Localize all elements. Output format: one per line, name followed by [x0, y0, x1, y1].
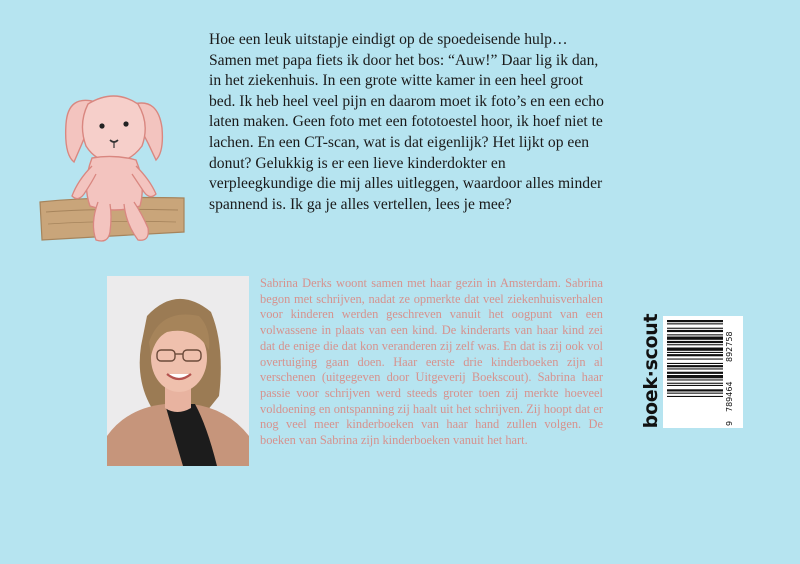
- barcode-bar: [667, 368, 723, 369]
- publisher-logo: [636, 313, 666, 429]
- publisher-logo-text: boek·scout: [640, 313, 662, 429]
- barcode-bar: [667, 348, 723, 351]
- author-bio: Sabrina Derks woont samen met haar gezin in Amsterdam. Sabrina begon met schrijven, nadat ze opmerkte dat veel ziekenhuisverhalen voor kinderen werden geschreven vanuit het oogpunt van een volwassene in plaats van een kind. De kinderarts van haar kind zei dat de enige die dat kon veranderen zij zelf was. En dat is zij ook vol overtuiging gaan doen. Haar eerste drie kinderboeken zijn al verschenen (uitgegeven door Uitgeverij Boekscout). Sabrina haar passie voor schrijven werd steeds groter toen zij merkte hoeveel voldoening en ontspanning zij haalt uit het schrijven. Zij hoopt dat er nog veel meer kinderboeken van haar hand zullen volgen. De boeken van Sabrina zijn kinderboeken vanuit het hart.: [260, 276, 603, 448]
- barcode-bar: [667, 328, 723, 329]
- barcode-bar: [667, 341, 723, 343]
- barcode-bar: [667, 389, 723, 391]
- barcode-bar: [667, 393, 723, 394]
- barcode-bar: [667, 334, 723, 335]
- barcode-bar: [667, 372, 723, 374]
- bunny-illustration-icon: [38, 84, 186, 244]
- isbn-digit-prefix: 9: [725, 420, 734, 426]
- barcode-bar: [667, 344, 723, 345]
- isbn-digits-left: 789464: [725, 381, 734, 412]
- barcode-bar: [667, 375, 723, 378]
- barcode-bar: [667, 365, 723, 367]
- barcode-bar: [667, 354, 723, 356]
- isbn-barcode: [663, 316, 743, 428]
- back-cover-blurb: Hoe een leuk uitstapje eindigt op de spoedeisende hulp… Samen met papa fiets ik door het bos: “Auw!” Daar lig ik dan, in het ziekenhuis. In een grote witte kamer in een heel groot bed. Ik heb heel veel pijn en daarom moet ik foto’s en een echo laten maken. Geen foto met een fototoestel hoor, ik hoef niet te lachen. En een CT-scan, wat is dat eigenlijk? Het lijkt op een donut? Gelukkig is er een lieve kinderdokter en verpleegkundige die mij alles uitleggen, waardoor alles minder spannend is. Ik ga je alles vertellen, lees je mee?: [209, 31, 604, 213]
- barcode-bar: [667, 337, 723, 340]
- author-photo-icon: [107, 276, 249, 466]
- author-photo: [107, 276, 249, 466]
- barcode-bar: [667, 383, 723, 384]
- barcode-bar: [667, 379, 723, 380]
- barcode-bar: [667, 396, 723, 397]
- barcode-bar: [667, 323, 723, 324]
- barcode-bar: [667, 352, 723, 353]
- barcode-bar: [667, 385, 723, 386]
- barcode-bar: [667, 330, 723, 332]
- isbn-digits-right: 892758: [725, 331, 734, 362]
- barcode-bar: [667, 320, 723, 322]
- barcode-bar: [667, 363, 723, 364]
- barcode-bar: [667, 359, 723, 360]
